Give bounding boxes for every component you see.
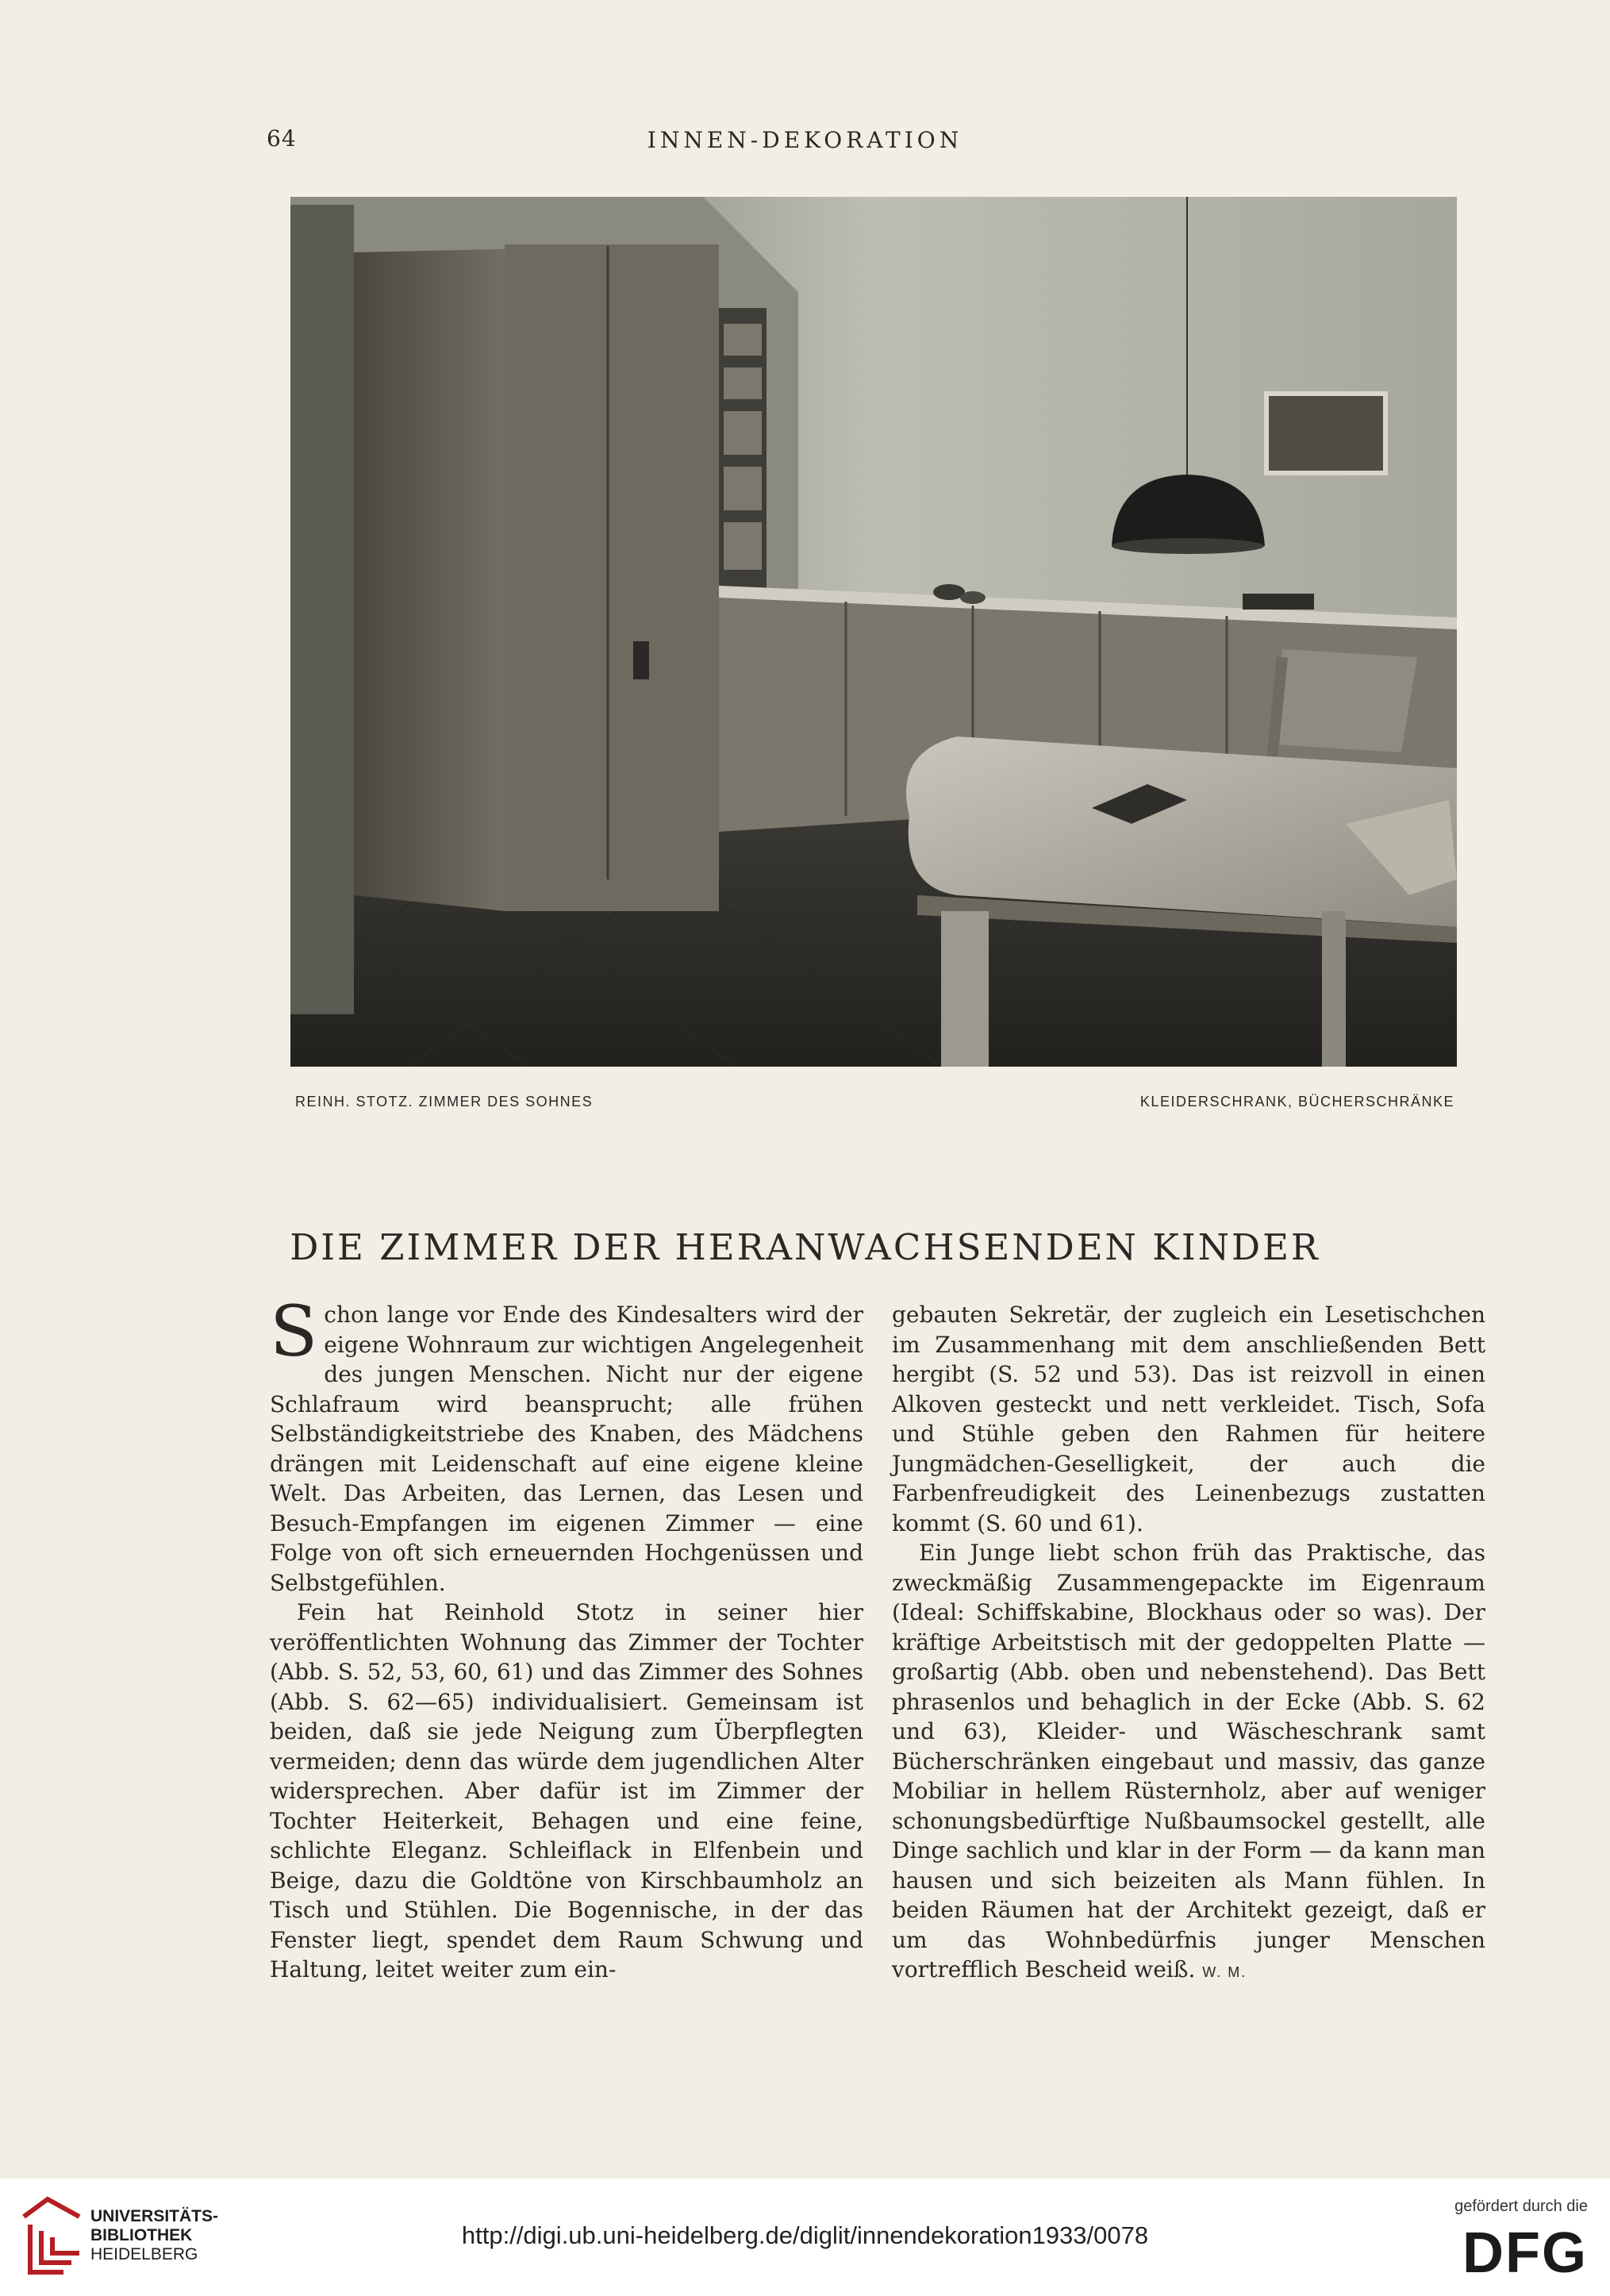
figure-caption-left: REINH. STOTZ. ZIMMER DES SOHNES xyxy=(295,1094,594,1110)
text-column-left xyxy=(270,1290,863,1985)
dfg-logo: DFG xyxy=(1462,2221,1588,2285)
figure-caption-right: KLEIDERSCHRANK, BÜCHERSCHRÄNKE xyxy=(1139,1094,1454,1110)
funding-note: gefördert durch die xyxy=(1454,2198,1588,2215)
paragraph: gebauten Sekretär, der zugleich ein Lesetischchen im Zusammenhang mit dem anschließenden Bett hergibt (S. 52 und 53). Das ist reizvoll in einen Alkoven gesteckt und nett verkleidet. Tisch, Sofa und Stühle geben den Rahmen für heitere Jungmädchen-Geselligkeit, der auch die Farbenfreudigkeit des Leinenbezugs zustatten kommt (S. 60 und 61). xyxy=(892,1302,1485,1536)
text-column-right xyxy=(892,1300,1485,1988)
library-name-line: UNIVERSITÄTS- xyxy=(90,2207,219,2225)
author-signature: W. M. xyxy=(1202,1964,1247,1980)
library-name-line: HEIDELBERG xyxy=(90,2245,198,2263)
paragraph-text: Ein Junge liebt schon früh das Praktische, das zweckmäßig Zusammengepackte im Eigenraum (Ideal: Schiffskabine, Blockhaus oder so was). Der kräftige Arbeitstisch mit der gedoppelten Platte — großartig (Abb. oben und nebenstehend). Das Bett phrasenlos und behaglich in der Ecke (Abb. S. 62 und 63), Kleider- und Wäscheschrank samt Bücherschränken eingebaut und massiv, das ganze Mobiliar in hellem Rüsternholz, aber auf weniger schonungsbedürftige Nußbaumsockel gestellt, alle Dinge sachlich und klar in der Form — da kann man hausen und sich beizeiten als Mann fühlen. In beiden Räumen hat der Architekt gezeigt, daß er um das Wohnbedürfnis junger Menschen vortrefflich Bescheid weiß. xyxy=(892,1540,1485,1983)
source-url[interactable]: http://digi.ub.uni-heidelberg.de/diglit/innendekoration1933/0078 xyxy=(461,2221,1149,2249)
interior-photograph xyxy=(290,197,1457,1067)
paragraph xyxy=(892,1538,1485,1988)
paragraph: Fein hat Reinhold Stotz in seiner hier veröffentlichten Wohnung das Zimmer der Tochter (Abb. S. 52, 53, 60, 61) und das Zimmer des Sohnes (Abb. S. 62—65) individualisiert. Gemeinsam ist beiden, daß sie jede Neigung zum Überpflegten vermeiden; denn das würde dem jugendlichen Alter widersprechen. Aber dafür ist im Zimmer der Tochter Heiterkeit, Behagen und eine feine, schlichte Eleganz. Schleiflack in Elfenbein und Beige, dazu die Goldtöne von Kirschbaumholz an Tisch und Stühlen. Die Bogennische, in der das Fenster liegt, spendet dem Raum Schwung und Haltung, leitet weiter zum ein- xyxy=(270,1599,863,1983)
wardrobe-handle xyxy=(633,641,649,679)
paragraph xyxy=(270,1290,863,1598)
article-title: DIE ZIMMER DER HERANWACHSENDEN KINDER xyxy=(290,1226,1320,1268)
paragraph-text: chon lange vor Ende des Kindesalters wird der eigene Wohnraum zur wichtigen Angelegenheit des jungen Menschen. Nicht nur der eigene Schlafraum wird beansprucht; alle frühen Selbständigkeitstriebe des Knaben, des Mädchens drängen mit Leidenschaft auf eine eigene kleine Welt. Das Arbeiten, das Lernen, das Lesen und Besuch-Empfangen im eigenen Zimmer — eine Folge von oft sich erneuernden Hochgenüssen und Selbstgefühlen. xyxy=(270,1302,863,1596)
room-illustration xyxy=(290,197,1457,1067)
drop-cap: S xyxy=(270,1290,318,1372)
running-title: INNEN-DEKORATION xyxy=(647,127,963,153)
page-number: 64 xyxy=(267,125,297,152)
digitization-footer xyxy=(0,2179,1610,2296)
wall-picture xyxy=(1266,394,1385,473)
library-name-line: BIBLIOTHEK xyxy=(90,2226,193,2244)
